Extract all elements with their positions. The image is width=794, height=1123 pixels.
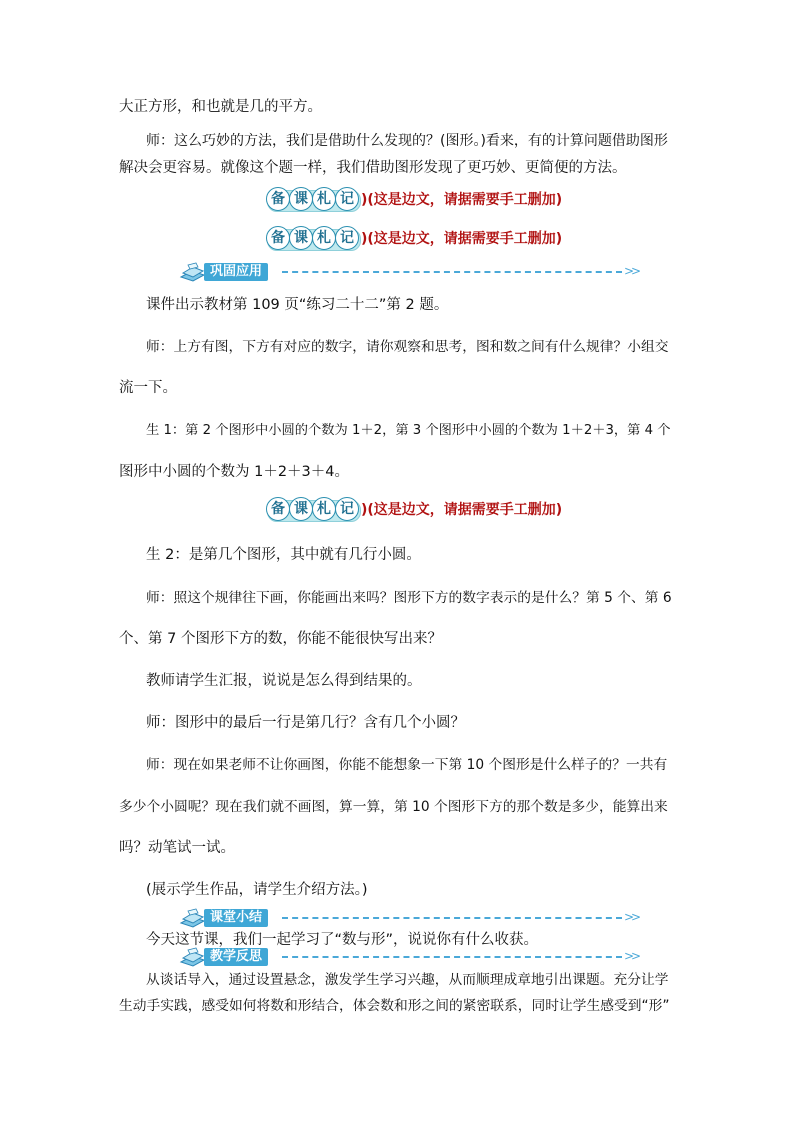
paragraph: 师：上方有图，下方有对应的数字，请你观察和思考，图和数之间有什么规律？小组交 bbox=[146, 339, 669, 355]
paragraph: 从谈话导入，通过设置悬念，激发学生学习兴趣，从而顺理成章地引出课题。充分让学 bbox=[146, 972, 669, 988]
lesson-note-badge bbox=[265, 226, 361, 252]
double-arrow-icon: >> bbox=[624, 264, 639, 278]
section-title: 巩固应用 bbox=[204, 263, 268, 281]
section-header-summary bbox=[178, 907, 648, 929]
paragraph: 师：这么巧妙的方法，我们是借助什么发现的？(图形。)看来，有的计算问题借助图形 bbox=[146, 133, 668, 149]
lesson-note-badge bbox=[265, 497, 361, 523]
paragraph: 师：现在如果老师不让你画图，你能不能想象一下第 10 个图形是什么样子的？一共有 bbox=[146, 757, 668, 773]
note-text: )(这是边文，请据需要手工删加) bbox=[361, 231, 563, 247]
paragraph: 解决会更容易。就像这个题一样，我们借助图形发现了更巧妙、更简便的方法。 bbox=[119, 160, 627, 176]
section-header-reflection bbox=[178, 946, 648, 968]
badge-char: 记 bbox=[335, 497, 359, 521]
paragraph: 吗？动笔试一试。 bbox=[119, 840, 235, 856]
badge-char: 札 bbox=[312, 226, 336, 250]
paragraph: 师：图形中的最后一行是第几行？含有几个小圆？ bbox=[146, 715, 465, 731]
badge-char: 课 bbox=[289, 187, 313, 211]
paragraph: 多少个小圆呢？现在我们就不画图，算一算，第 10 个图形下方的那个数是多少，能算出来 bbox=[119, 799, 668, 815]
paragraph: 课件出示教材第 109 页“练习二十二”第 2 题。 bbox=[146, 297, 449, 313]
paragraph: 生 1：第 2 个图形中小圆的个数为 1＋2，第 3 个图形中小圆的个数为 1＋2＋3，第 4 个 bbox=[146, 423, 671, 438]
paragraph: 生 2：是第几个图形，其中就有几行小圆。 bbox=[146, 547, 421, 563]
badge-char: 札 bbox=[312, 187, 336, 211]
paragraph: 生动手实践，感受如何将数和形结合，体会数和形之间的紧密联系，同时让学生感受到“形” bbox=[119, 998, 670, 1014]
paragraph: 流一下。 bbox=[119, 380, 177, 396]
section-title: 课堂小结 bbox=[204, 909, 268, 927]
paragraph: 师：照这个规律往下画，你能画出来吗？图形下方的数字表示的是什么？第 5 个、第 6 bbox=[146, 590, 672, 606]
badge-char: 记 bbox=[335, 187, 359, 211]
badge-char: 课 bbox=[289, 497, 313, 521]
paragraph: 教师请学生汇报，说说是怎么得到结果的。 bbox=[146, 673, 422, 689]
paragraph: 今天这节课，我们一起学习了“数与形”，说说你有什么收获。 bbox=[146, 932, 539, 948]
badge-char: 记 bbox=[335, 226, 359, 250]
double-arrow-icon: >> bbox=[624, 949, 639, 963]
double-arrow-icon: >> bbox=[624, 910, 639, 924]
lesson-note-badge bbox=[265, 187, 361, 213]
badge-char: 课 bbox=[289, 226, 313, 250]
paragraph: 个、第 7 个图形下方的数，你能不能很快写出来？ bbox=[119, 631, 442, 647]
paragraph: 图形中小圆的个数为 1＋2＋3＋4。 bbox=[119, 464, 350, 480]
paragraph: (展示学生作品，请学生介绍方法。) bbox=[146, 882, 368, 898]
badge-char: 备 bbox=[266, 497, 290, 521]
note-text: )(这是边文，请据需要手工删加) bbox=[361, 192, 563, 208]
section-header-consolidate bbox=[178, 261, 648, 283]
badge-char: 札 bbox=[312, 497, 336, 521]
note-text: )(这是边文，请据需要手工删加) bbox=[361, 502, 563, 518]
paragraph: 大正方形，和也就是几的平方。 bbox=[119, 99, 322, 115]
section-title: 教学反思 bbox=[204, 948, 268, 966]
badge-char: 备 bbox=[266, 187, 290, 211]
badge-char: 备 bbox=[266, 226, 290, 250]
